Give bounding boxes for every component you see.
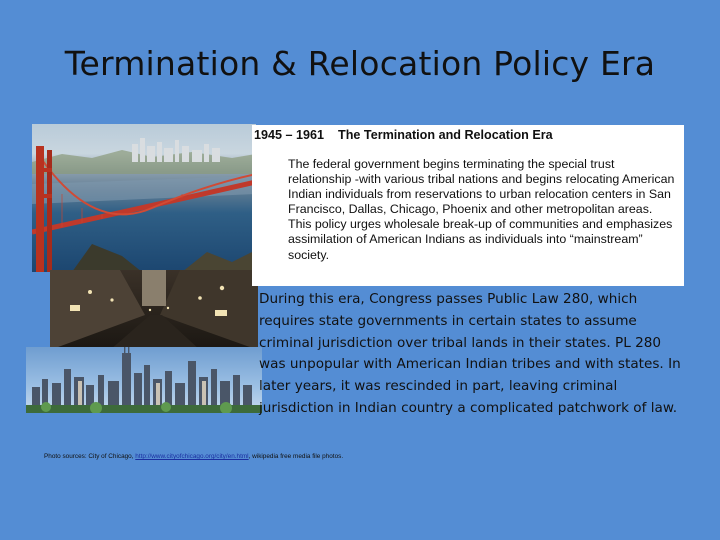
era-description: The federal government begins terminating the special trust relationship -with various tribal nations and begins relocating American Indian individuals from reservations to urban relocation centers in San Francisco, Dallas, Chicago, Phoenix and other metropolitan areas. This policy urges wholesale break-up of communities and emphasizes assimilation of American Indians as individuals into “mainstream” society.: [288, 157, 675, 262]
golden-gate-bridge-photo: [32, 124, 256, 272]
city-of-chicago-link[interactable]: http://www.cityofchicago.org/city/en.html: [135, 453, 249, 460]
credits-prefix: Photo sources: City of Chicago,: [44, 453, 134, 460]
era-years: 1945 – 1961: [254, 128, 325, 142]
era-title: The Termination and Relocation Era: [338, 128, 553, 142]
era-summary-panel: [252, 125, 684, 286]
photo-credits: [44, 453, 684, 460]
credits-suffix: , wikipedia free media file photos.: [248, 453, 344, 460]
chicago-street-historic-photo: [50, 270, 258, 350]
public-law-280-text: During this era, Congress passes Public Law 280, which requires state governments in certain states to assume criminal jurisdiction over tribal lands in their states. PL 280 was unpopular with American Indian tribes and with states. In later years, it was rescinded in part, leaving criminal jurisdiction in Indian country a complicated patchwork of law.: [259, 291, 681, 416]
era-heading: [254, 128, 553, 142]
chicago-skyline-photo: [26, 347, 262, 413]
slide-title: Termination & Relocation Policy Era: [64, 44, 656, 83]
